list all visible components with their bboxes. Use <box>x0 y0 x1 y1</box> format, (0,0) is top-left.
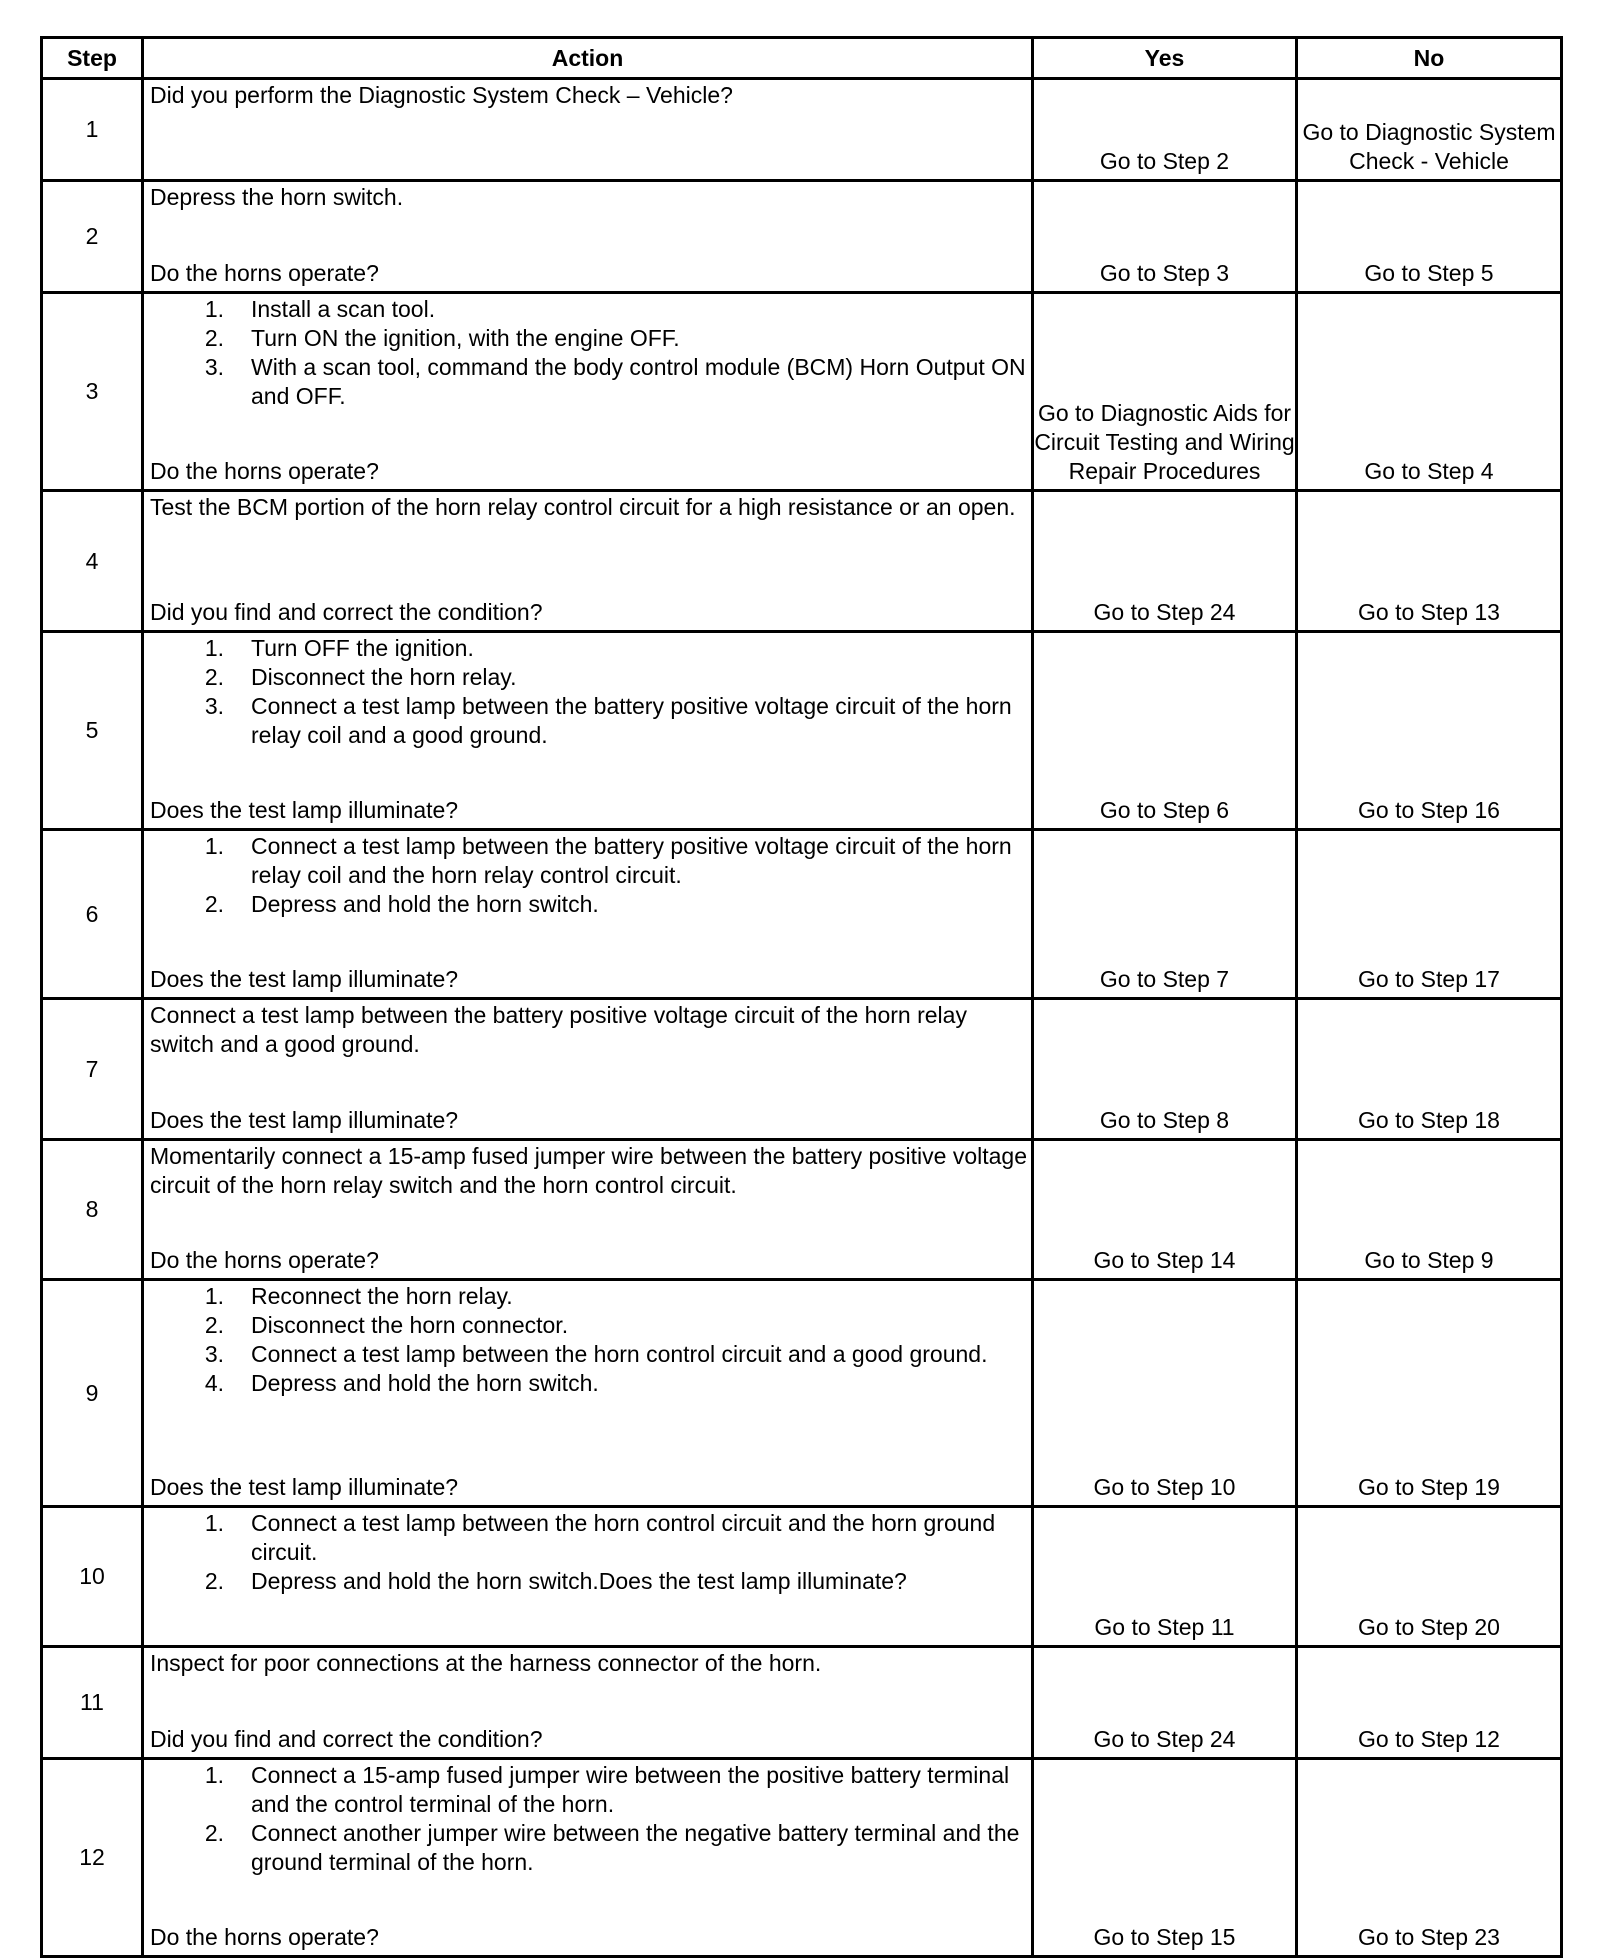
step-number: 7 <box>42 999 143 1140</box>
action-question: Does the test lamp illuminate? <box>150 966 459 992</box>
action-cell <box>143 1647 1033 1759</box>
substep-text: Disconnect the horn relay. <box>251 664 517 690</box>
yes-cell: Go to Step 11 <box>1033 1507 1297 1647</box>
no-cell: Go to Step 20 <box>1297 1507 1562 1647</box>
action-cell <box>143 79 1033 181</box>
action-text: Did you perform the Diagnostic System Check – Vehicle? <box>150 82 733 108</box>
substep-text: Turn OFF the ignition. <box>251 635 474 661</box>
action-question: Does the test lamp illuminate? <box>150 1474 459 1500</box>
no-cell: Go to Step 16 <box>1297 632 1562 830</box>
action-cell <box>143 1280 1033 1507</box>
table-row <box>42 293 1562 491</box>
substep-text: Depress and hold the horn switch. <box>251 1370 599 1396</box>
action-question: Did you find and correct the condition? <box>150 599 543 625</box>
no-cell: Go to Step 18 <box>1297 999 1562 1140</box>
no-cell: Go to Step 9 <box>1297 1140 1562 1280</box>
table-row <box>42 79 1562 181</box>
substep-text: Connect another jumper wire between the negative battery terminal and the ground terminal of the horn. <box>251 1820 1020 1875</box>
yes-cell: Go to Diagnostic Aids for Circuit Testing and Wiring Repair Procedures <box>1033 293 1297 491</box>
yes-cell: Go to Step 14 <box>1033 1140 1297 1280</box>
substep-number: 2. <box>204 325 224 351</box>
yes-cell: Go to Step 15 <box>1033 1759 1297 1957</box>
list-item <box>150 1369 1027 1398</box>
diagnostic-table <box>40 36 1563 1958</box>
action-text: Inspect for poor connections at the harness connector of the horn. <box>150 1650 822 1676</box>
substep-number: 1. <box>204 635 224 661</box>
header-no: No <box>1297 38 1562 79</box>
substep-text: Turn ON the ignition, with the engine OFF. <box>251 325 680 351</box>
substep-number: 3. <box>204 693 224 719</box>
action-question: Do the horns operate? <box>150 1247 379 1273</box>
header-row <box>42 38 1562 79</box>
table-row <box>42 491 1562 632</box>
substep-text: Connect a 15-amp fused jumper wire between the positive battery terminal and the control terminal of the horn. <box>251 1762 1010 1817</box>
substep-number: 1. <box>204 1762 224 1788</box>
substep-text: Depress and hold the horn switch. <box>251 891 599 917</box>
substep-number: 1. <box>204 296 224 322</box>
header-step: Step <box>42 38 143 79</box>
no-cell: Go to Step 4 <box>1297 293 1562 491</box>
yes-cell: Go to Step 3 <box>1033 181 1297 293</box>
substep-number: 1. <box>204 833 224 859</box>
table-row <box>42 1507 1562 1647</box>
action-cell <box>143 1140 1033 1280</box>
header-action: Action <box>143 38 1033 79</box>
action-cell <box>143 491 1033 632</box>
list-item <box>150 295 1027 324</box>
table-row <box>42 1280 1562 1507</box>
action-question: Do the horns operate? <box>150 458 379 484</box>
substep-list <box>150 634 1027 750</box>
substep-number: 3. <box>204 354 224 380</box>
header-yes: Yes <box>1033 38 1297 79</box>
no-cell: Go to Step 13 <box>1297 491 1562 632</box>
no-cell: Go to Step 12 <box>1297 1647 1562 1759</box>
substep-text: Connect a test lamp between the battery positive voltage circuit of the horn relay coil and the horn relay control circuit. <box>251 833 1012 888</box>
table-row <box>42 632 1562 830</box>
no-cell: Go to Step 17 <box>1297 830 1562 999</box>
substep-text: Reconnect the horn relay. <box>251 1283 513 1309</box>
yes-cell: Go to Step 2 <box>1033 79 1297 181</box>
list-item <box>150 1509 1027 1567</box>
step-number: 3 <box>42 293 143 491</box>
substep-number: 1. <box>204 1283 224 1309</box>
action-cell <box>143 1759 1033 1957</box>
step-number: 10 <box>42 1507 143 1647</box>
list-item <box>150 1282 1027 1311</box>
table-row <box>42 1759 1562 1957</box>
substep-text: Connect a test lamp between the horn control circuit and the horn ground circuit. <box>251 1510 996 1565</box>
list-item <box>150 832 1027 890</box>
action-text: Test the BCM portion of the horn relay control circuit for a high resistance or an open. <box>150 494 1016 520</box>
step-number: 12 <box>42 1759 143 1957</box>
no-cell: Go to Step 23 <box>1297 1759 1562 1957</box>
yes-cell: Go to Step 7 <box>1033 830 1297 999</box>
list-item <box>150 1311 1027 1340</box>
substep-list <box>150 832 1027 919</box>
substep-number: 3. <box>204 1341 224 1367</box>
action-question: Does the test lamp illuminate? <box>150 797 459 823</box>
list-item <box>150 634 1027 663</box>
substep-list <box>150 1509 1027 1596</box>
action-cell <box>143 830 1033 999</box>
substep-number: 2. <box>204 664 224 690</box>
yes-cell: Go to Step 8 <box>1033 999 1297 1140</box>
substep-number: 1. <box>204 1510 224 1536</box>
substep-number: 2. <box>204 891 224 917</box>
substep-text: Install a scan tool. <box>251 296 436 322</box>
substep-list <box>150 295 1027 411</box>
list-item <box>150 890 1027 919</box>
action-text: Momentarily connect a 15-amp fused jumper wire between the battery positive voltage circuit of the horn relay switch and the horn control circuit. <box>150 1143 1028 1198</box>
action-cell <box>143 293 1033 491</box>
action-text: Depress the horn switch. <box>150 184 404 210</box>
action-question: Did you find and correct the condition? <box>150 1726 543 1752</box>
step-number: 9 <box>42 1280 143 1507</box>
action-question: Do the horns operate? <box>150 260 379 286</box>
action-cell <box>143 632 1033 830</box>
step-number: 4 <box>42 491 143 632</box>
substep-number: 2. <box>204 1820 224 1846</box>
step-number: 2 <box>42 181 143 293</box>
list-item <box>150 1819 1027 1877</box>
table-row <box>42 181 1562 293</box>
substep-number: 4. <box>204 1370 224 1396</box>
table-row <box>42 830 1562 999</box>
table-row <box>42 1647 1562 1759</box>
yes-cell: Go to Step 24 <box>1033 1647 1297 1759</box>
step-number: 6 <box>42 830 143 999</box>
no-cell: Go to Diagnostic System Check - Vehicle <box>1297 79 1562 181</box>
action-text: Connect a test lamp between the battery positive voltage circuit of the horn relay switch and a good ground. <box>150 1002 967 1057</box>
substep-number: 2. <box>204 1312 224 1338</box>
yes-cell: Go to Step 6 <box>1033 632 1297 830</box>
list-item <box>150 353 1027 411</box>
substep-text: Depress and hold the horn switch.Does the test lamp illuminate? <box>251 1568 907 1594</box>
step-number: 5 <box>42 632 143 830</box>
step-number: 11 <box>42 1647 143 1759</box>
action-question: Does the test lamp illuminate? <box>150 1107 459 1133</box>
table-row <box>42 999 1562 1140</box>
action-cell <box>143 999 1033 1140</box>
step-number: 8 <box>42 1140 143 1280</box>
list-item <box>150 324 1027 353</box>
no-cell: Go to Step 19 <box>1297 1280 1562 1507</box>
substep-text: Disconnect the horn connector. <box>251 1312 569 1338</box>
substep-text: Connect a test lamp between the battery positive voltage circuit of the horn relay coil and a good ground. <box>251 693 1012 748</box>
action-cell <box>143 1507 1033 1647</box>
list-item <box>150 1340 1027 1369</box>
substep-list <box>150 1282 1027 1398</box>
list-item <box>150 692 1027 750</box>
action-cell <box>143 181 1033 293</box>
list-item <box>150 1761 1027 1819</box>
substep-text: With a scan tool, command the body control module (BCM) Horn Output ON and OFF. <box>251 354 1026 409</box>
list-item <box>150 663 1027 692</box>
list-item <box>150 1567 1027 1596</box>
yes-cell: Go to Step 24 <box>1033 491 1297 632</box>
action-question: Do the horns operate? <box>150 1924 379 1950</box>
substep-number: 2. <box>204 1568 224 1594</box>
no-cell: Go to Step 5 <box>1297 181 1562 293</box>
yes-cell: Go to Step 10 <box>1033 1280 1297 1507</box>
substep-list <box>150 1761 1027 1877</box>
substep-text: Connect a test lamp between the horn control circuit and a good ground. <box>251 1341 988 1367</box>
step-number: 1 <box>42 79 143 181</box>
table-row <box>42 1140 1562 1280</box>
